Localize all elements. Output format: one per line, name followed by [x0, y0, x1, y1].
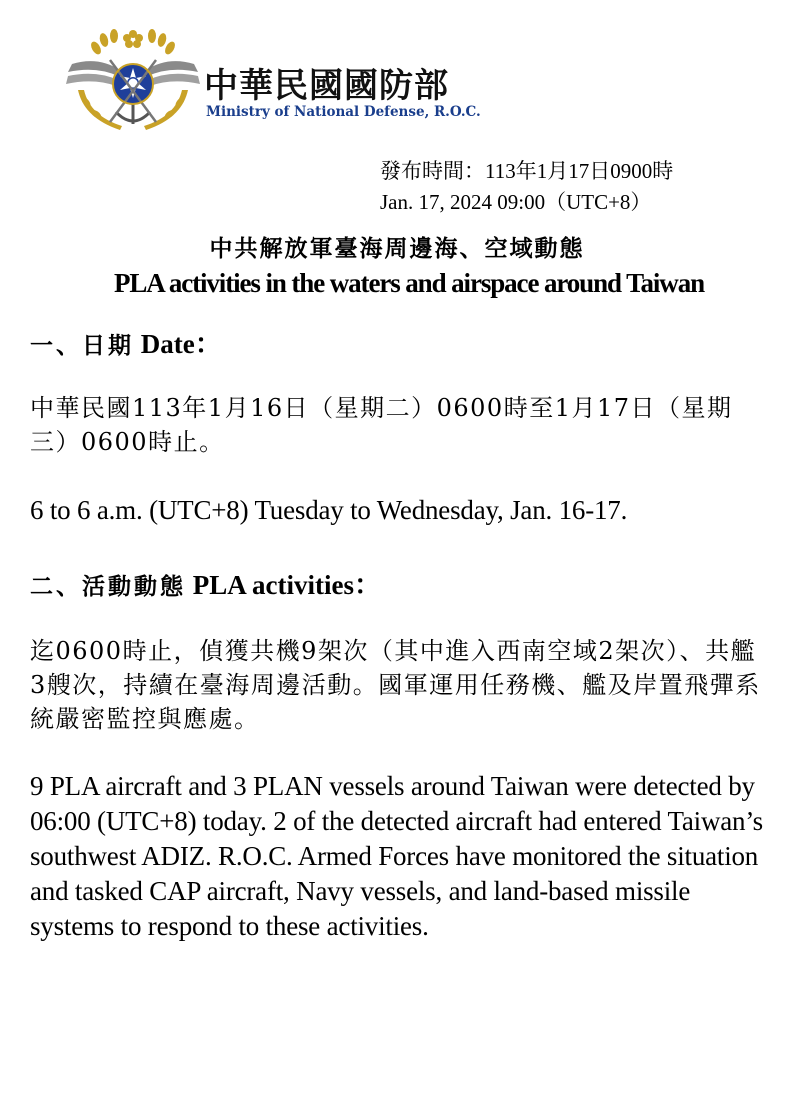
section-heading-activities-zh: 二、活動動態: [30, 574, 186, 600]
activities-text-zh: 迄0600時止，偵獲共機9架次（其中進入西南空域2架次）、共艦3艘次，持續在臺海周邊活動。國軍運用任務機、艦及岸置飛彈系統嚴密監控與應處。: [30, 637, 761, 733]
section-heading-activities-en: PLA activities：: [192, 570, 381, 600]
org-name-zh: 中華民國國防部: [204, 66, 449, 106]
section-heading-date: [30, 322, 222, 361]
activities-text-en: 9 PLA aircraft and 3 PLAN vessels around Taiwan were detected by 06:00 (UTC+8) today. 2 of the detected aircraft had entered Taiwan’s southwest ADIZ. R.O.C. Armed Forces have monitored the situation and tasked CAP aircraft, Navy vessels, and land-based missile systems to respond to these activities.: [30, 771, 763, 941]
date-text-en: 6 to 6 a.m. (UTC+8) Tuesday to Wednesday, Jan. 16-17.: [30, 495, 628, 525]
org-name-en: Ministry of National Defense, R.O.C.: [206, 104, 481, 120]
mnd-emblem-icon: [58, 26, 208, 138]
release-time-zh: 發布時間：113年1月17日0900時: [380, 159, 674, 183]
title-zh: 中共解放軍臺海周邊海、空域動態: [209, 236, 585, 262]
release-time-en: Jan. 17, 2024 09:00（UTC+8）: [380, 190, 652, 214]
section-heading-date-zh: 一、日期: [30, 333, 134, 359]
section-heading-activities: [30, 563, 381, 602]
release-time: [380, 156, 673, 218]
section-heading-date-en: Date：: [140, 329, 222, 359]
date-text-zh: 中華民國113年1月16日（星期二）0600時至1月17日（星期三）0600時止。: [30, 394, 733, 456]
title-en: PLA activities in the waters and airspace around Taiwan: [113, 268, 705, 298]
